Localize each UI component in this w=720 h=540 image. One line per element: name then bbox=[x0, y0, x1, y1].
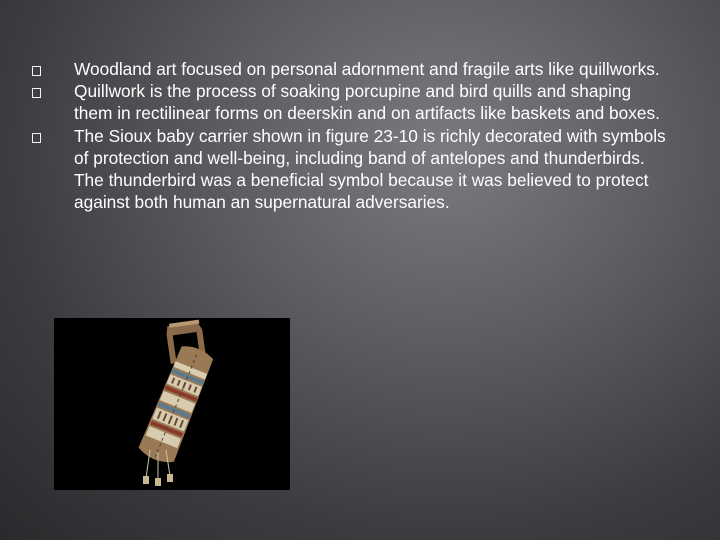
bullet-text: Quillwork is the process of soaking porcupine and bird quills and shaping them in rectilinear forms on deerskin and on artifacts like baskets and boxes. bbox=[74, 81, 660, 124]
bullet-item bbox=[32, 58, 672, 80]
bullet-text: The Sioux baby carrier shown in figure 23-10 is richly decorated with symbols of protection and well-being, including band of antelopes and thunderbirds. The thunderbird was a beneficial symbol because it was believed to protect against both human an supernatural adversaries. bbox=[74, 125, 666, 213]
square-bullet-icon bbox=[32, 133, 41, 143]
baby-carrier-illustration bbox=[54, 318, 290, 490]
square-bullet-icon bbox=[32, 88, 41, 98]
bullet-item bbox=[32, 80, 672, 124]
square-bullet-icon bbox=[32, 66, 41, 76]
sioux-baby-carrier-photo bbox=[54, 318, 290, 490]
bullet-text: Woodland art focused on personal adornment and fragile arts like quillworks. bbox=[74, 59, 660, 79]
bullet-item bbox=[32, 125, 672, 214]
bullet-list bbox=[32, 58, 672, 213]
